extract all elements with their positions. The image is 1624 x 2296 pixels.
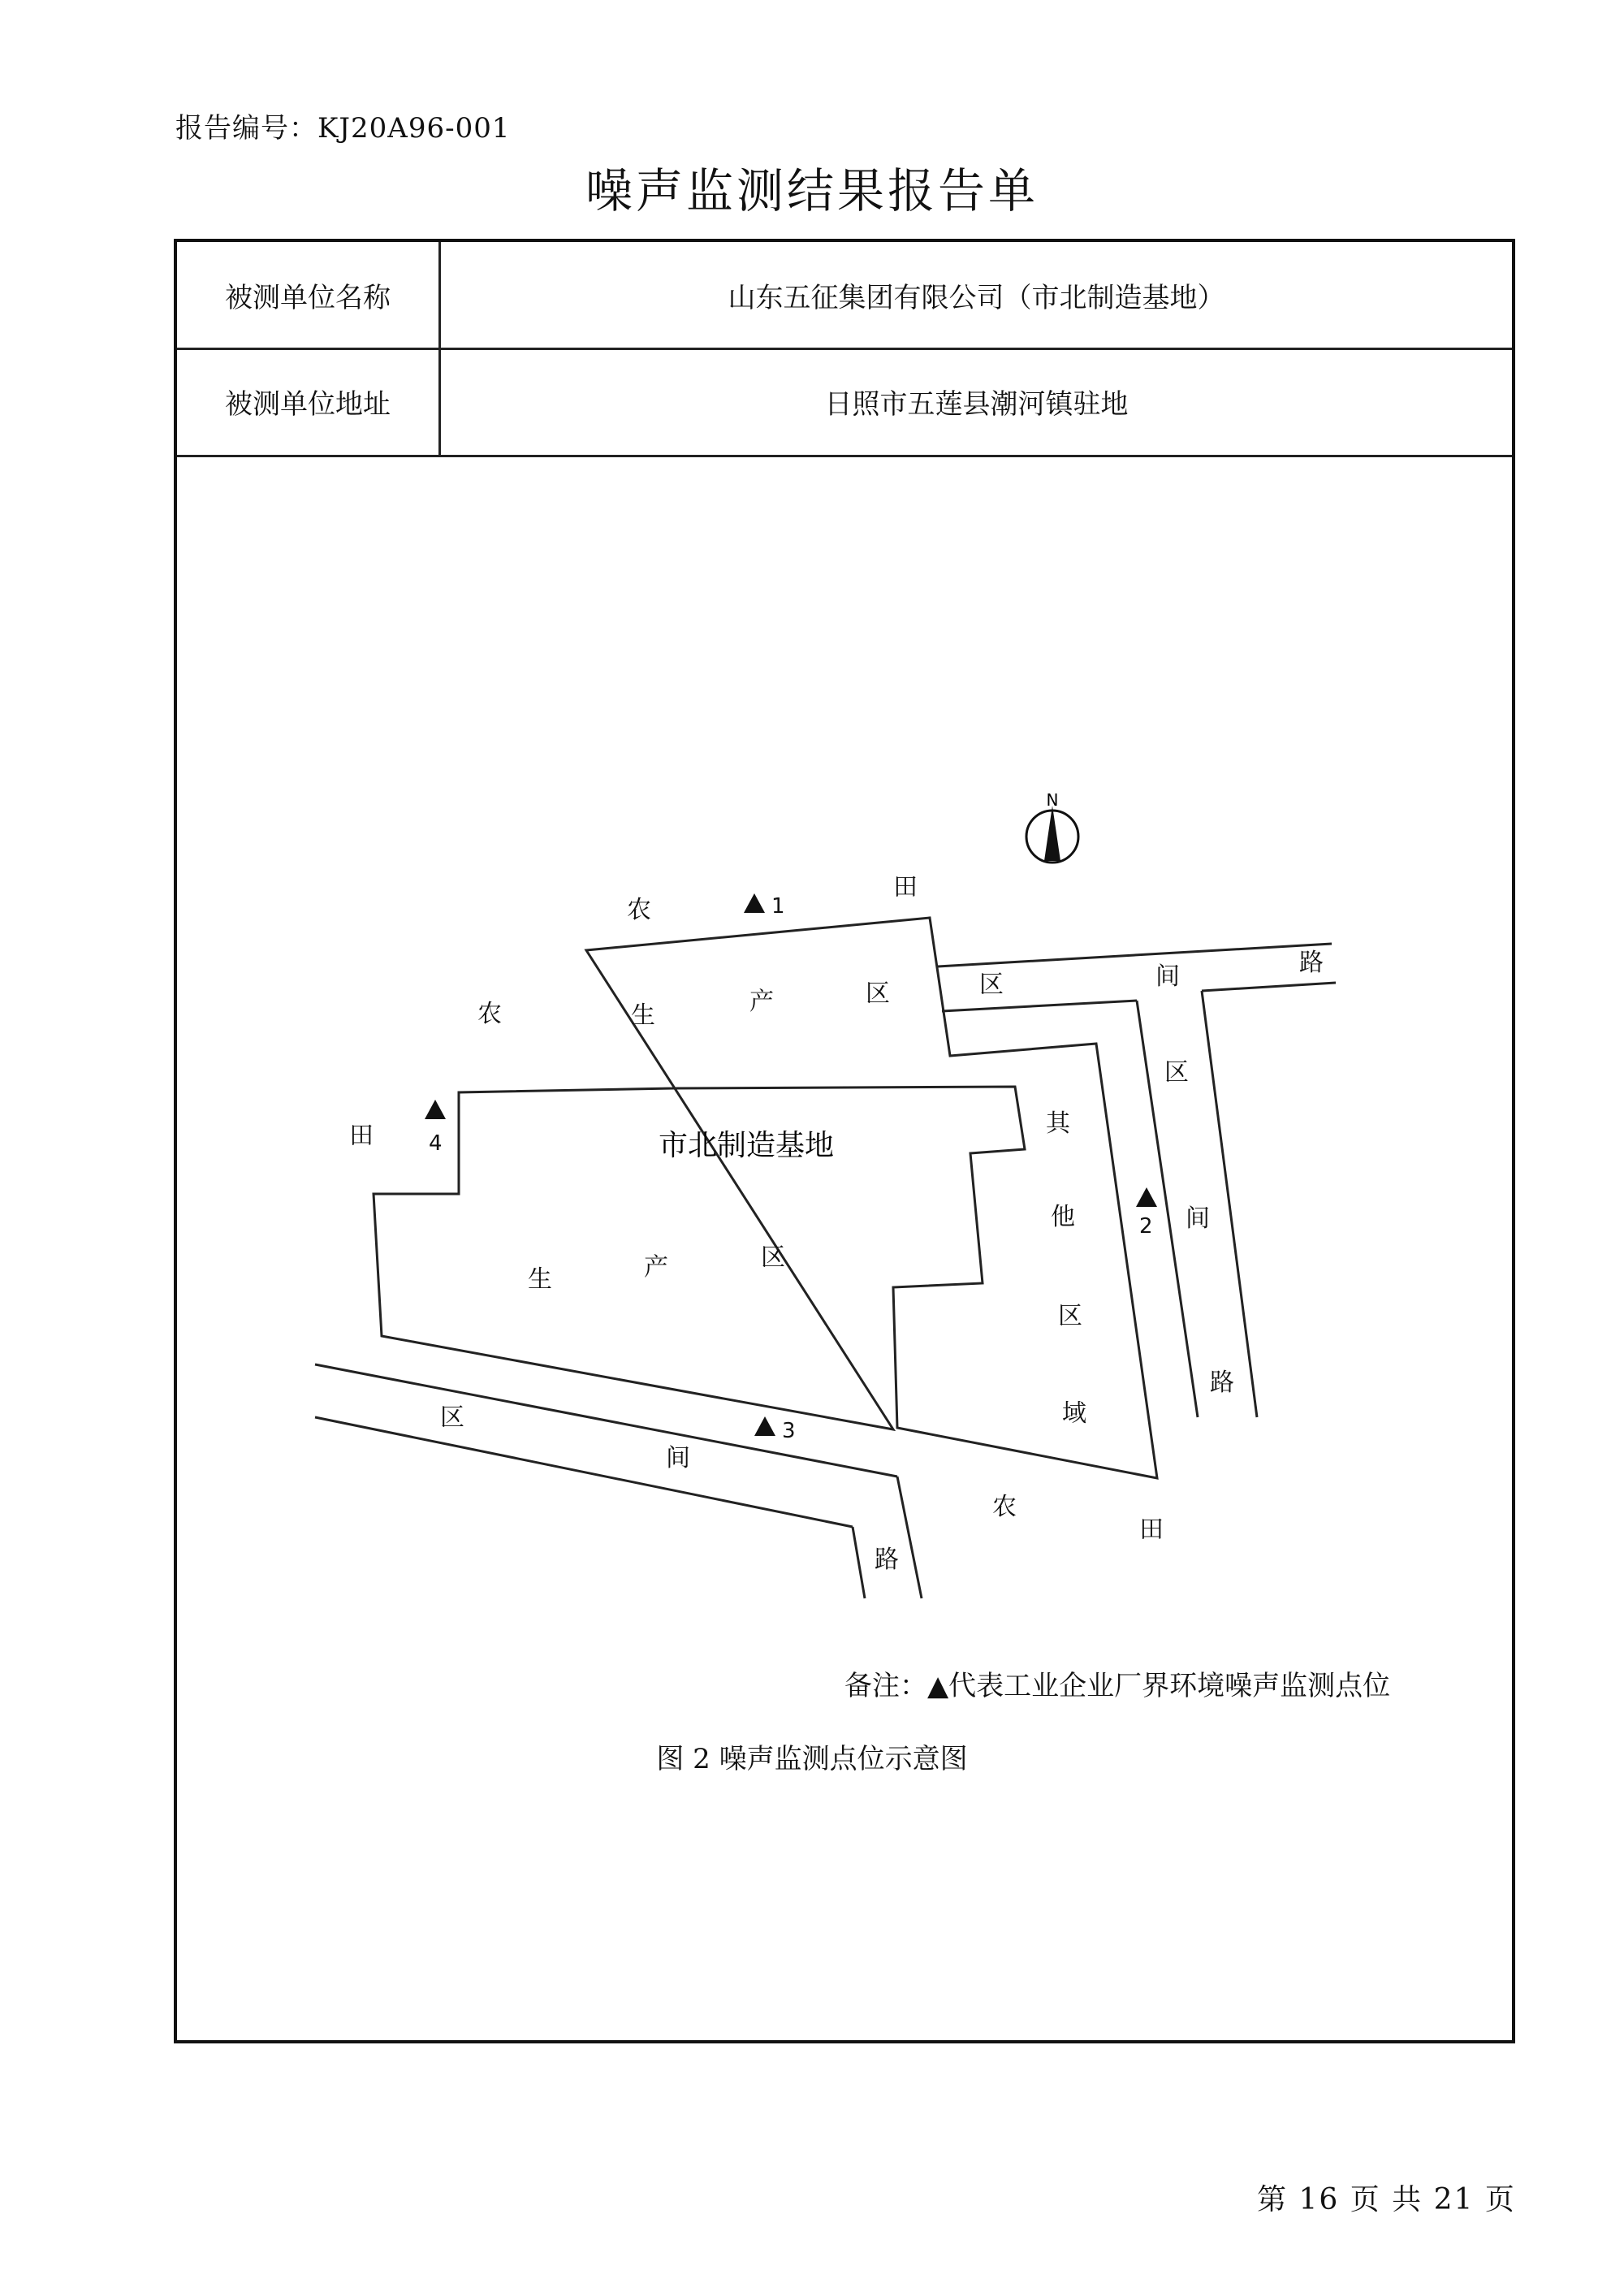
- point-2-number: 2: [1139, 1214, 1153, 1239]
- figure-caption: 图 2 噪声监测点位示意图: [656, 1743, 968, 1775]
- label-prod-s3: 区: [761, 1243, 785, 1272]
- label-prod-n3: 区: [866, 979, 890, 1008]
- label-other-4: 域: [1062, 1399, 1086, 1428]
- road-east-v-right: [1202, 991, 1257, 1417]
- label-farmland-w1: 农: [477, 1000, 502, 1028]
- report-number: 报告编号：KJ20A96-001: [175, 112, 511, 145]
- north-label: N: [1046, 790, 1059, 810]
- label-unit-address: 被测单位地址: [177, 348, 441, 455]
- label-road-ev3: 路: [1210, 1369, 1234, 1397]
- point-3-number: 3: [782, 1419, 796, 1443]
- point-4-number: 4: [429, 1131, 443, 1156]
- monitoring-point-3: [754, 1416, 796, 1443]
- label-road-eh1: 区: [979, 971, 1004, 999]
- label-prod-s2: 产: [644, 1253, 668, 1282]
- road-south-v-left: [853, 1527, 865, 1598]
- value-unit-address: 日照市五莲县潮河镇驻地: [824, 387, 1129, 421]
- label-road-ev1: 区: [1164, 1058, 1189, 1087]
- monitoring-point-2: [1136, 1187, 1157, 1239]
- label-road-s1: 区: [440, 1403, 464, 1432]
- label-road-s2: 间: [666, 1444, 690, 1472]
- road-south-v-right: [897, 1477, 922, 1598]
- road-east-h-bottom: [942, 1001, 1137, 1011]
- label-farmland-s2: 田: [1139, 1516, 1164, 1544]
- map-remark: 备注：▲代表工业企业厂界环境噪声监测点位: [844, 1670, 1391, 1702]
- road-east-h-right: [1202, 983, 1336, 991]
- monitoring-point-4: [425, 1100, 446, 1156]
- page-title: 噪声监测结果报告单: [585, 163, 1039, 218]
- label-farmland-n1: 农: [627, 896, 651, 924]
- label-road-eh3: 路: [1299, 949, 1324, 977]
- label-road-s3: 路: [875, 1546, 899, 1574]
- label-road-eh2: 间: [1155, 962, 1180, 991]
- label-farmland-s1: 农: [992, 1493, 1017, 1521]
- label-unit-name: 被测单位名称: [177, 242, 441, 348]
- label-farmland-n2: 田: [893, 873, 918, 902]
- label-road-ev2: 间: [1186, 1204, 1210, 1233]
- label-other-1: 其: [1046, 1109, 1070, 1138]
- north-arrow: [1026, 790, 1078, 863]
- label-prod-n2: 产: [749, 988, 774, 1016]
- label-other-3: 区: [1058, 1302, 1082, 1330]
- point-1-number: 1: [771, 894, 785, 919]
- label-farmland-w2: 田: [349, 1122, 374, 1150]
- label-prod-n1: 生: [631, 1001, 655, 1030]
- road-south-top: [315, 1364, 897, 1477]
- label-prod-s1: 生: [528, 1265, 552, 1294]
- value-unit-name: 山东五征集团有限公司（市北制造基地）: [728, 281, 1225, 314]
- road-east-h-top: [938, 944, 1332, 966]
- page-number: 第 16 页 共 21 页: [1257, 2183, 1516, 2216]
- label-site-name: 市北制造基地: [659, 1129, 835, 1162]
- monitoring-point-1: [744, 893, 785, 919]
- label-other-2: 他: [1051, 1203, 1075, 1231]
